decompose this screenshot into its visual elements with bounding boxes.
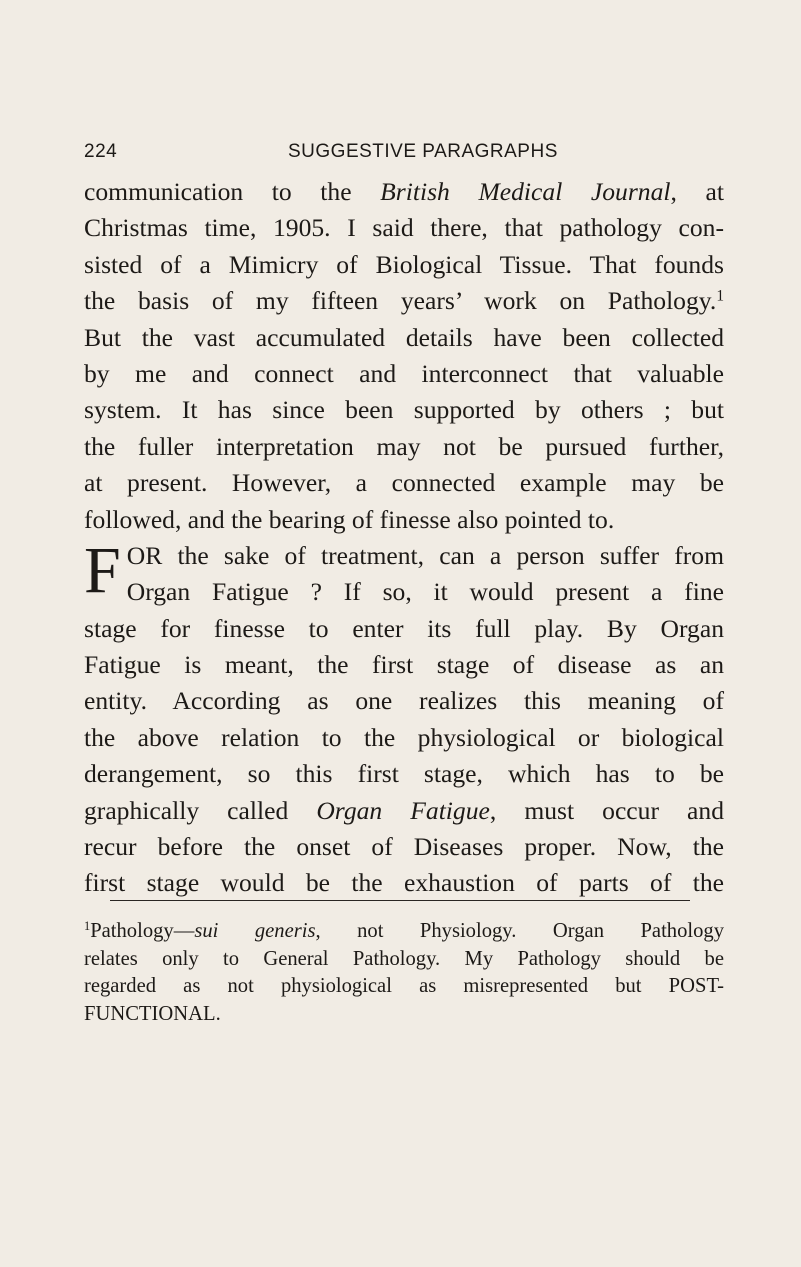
- text-line: Organ Fatigue ? If so, it would present a fine: [126, 577, 724, 607]
- footnote-marker: 1: [84, 919, 91, 934]
- footnote: [84, 918, 724, 1028]
- text-line: OR the sake of treatment, can a person suffer from: [126, 540, 724, 570]
- text-line: followed, and the bearing of finesse also pointed to.: [84, 504, 615, 534]
- paragraph-organ-fatigue: [84, 533, 724, 902]
- running-head: [84, 141, 724, 169]
- text-line: the fuller interpretation may not be pursued further,: [84, 431, 724, 461]
- text-line: communication to the British Medical Journal, at: [84, 177, 724, 206]
- footnote-line: regarded as not physiological as misrepresented but POST-: [84, 975, 724, 997]
- text-line: Fatigue is meant, the first stage of disease as an: [84, 650, 724, 680]
- italic-term: Organ Fatigue: [316, 795, 490, 825]
- text-line: sisted of a Mimicry of Biological Tissue. That founds: [84, 249, 724, 279]
- text-line: the basis of my fifteen years’ work on Pathology.$^1$: [84, 286, 724, 316]
- footnote-line: relates only to General Pathology. My Pathology should be: [84, 947, 724, 970]
- running-title: SUGGESTIVE PARAGRAPHS: [288, 141, 558, 162]
- drop-cap: F: [84, 533, 121, 607]
- paragraph-continued: [84, 174, 724, 538]
- text-line: But the vast accumulated details have been collected: [84, 322, 724, 352]
- body-text: [84, 174, 724, 902]
- journal-title: British Medical Journal: [380, 177, 671, 206]
- text-line: derangement, so this first stage, which has to be: [84, 759, 724, 789]
- text-line: system. It has since been supported by others ; but: [84, 395, 724, 425]
- italic-term: sui generis: [194, 920, 316, 942]
- text-line: by me and connect and interconnect that valuable: [84, 358, 724, 388]
- page-number: 224: [84, 141, 118, 162]
- footnote-rule: [110, 900, 690, 901]
- text-line: at present. However, a connected example may be: [84, 468, 724, 498]
- footnote-line: FUNCTIONAL.: [84, 1002, 221, 1025]
- text-line: stage for finesse to enter its full play. By Organ: [84, 613, 724, 643]
- text-line: entity. According as one realizes this meaning of: [84, 686, 724, 716]
- text-line: recur before the onset of Diseases proper. Now, the: [84, 832, 724, 862]
- text-line: first stage would be the exhaustion of parts of the: [84, 868, 724, 898]
- footnote-reference: 1: [716, 287, 724, 305]
- text-line: the above relation to the physiological or biological: [84, 722, 724, 752]
- text-line: Christmas time, 1905. I said there, that pathology con-: [84, 213, 724, 243]
- footnote-line: $^1$Pathology—sui generis, not Physiology. Organ Pathology: [84, 919, 724, 942]
- text-line: graphically called Organ Fatigue, must occur and: [84, 795, 724, 825]
